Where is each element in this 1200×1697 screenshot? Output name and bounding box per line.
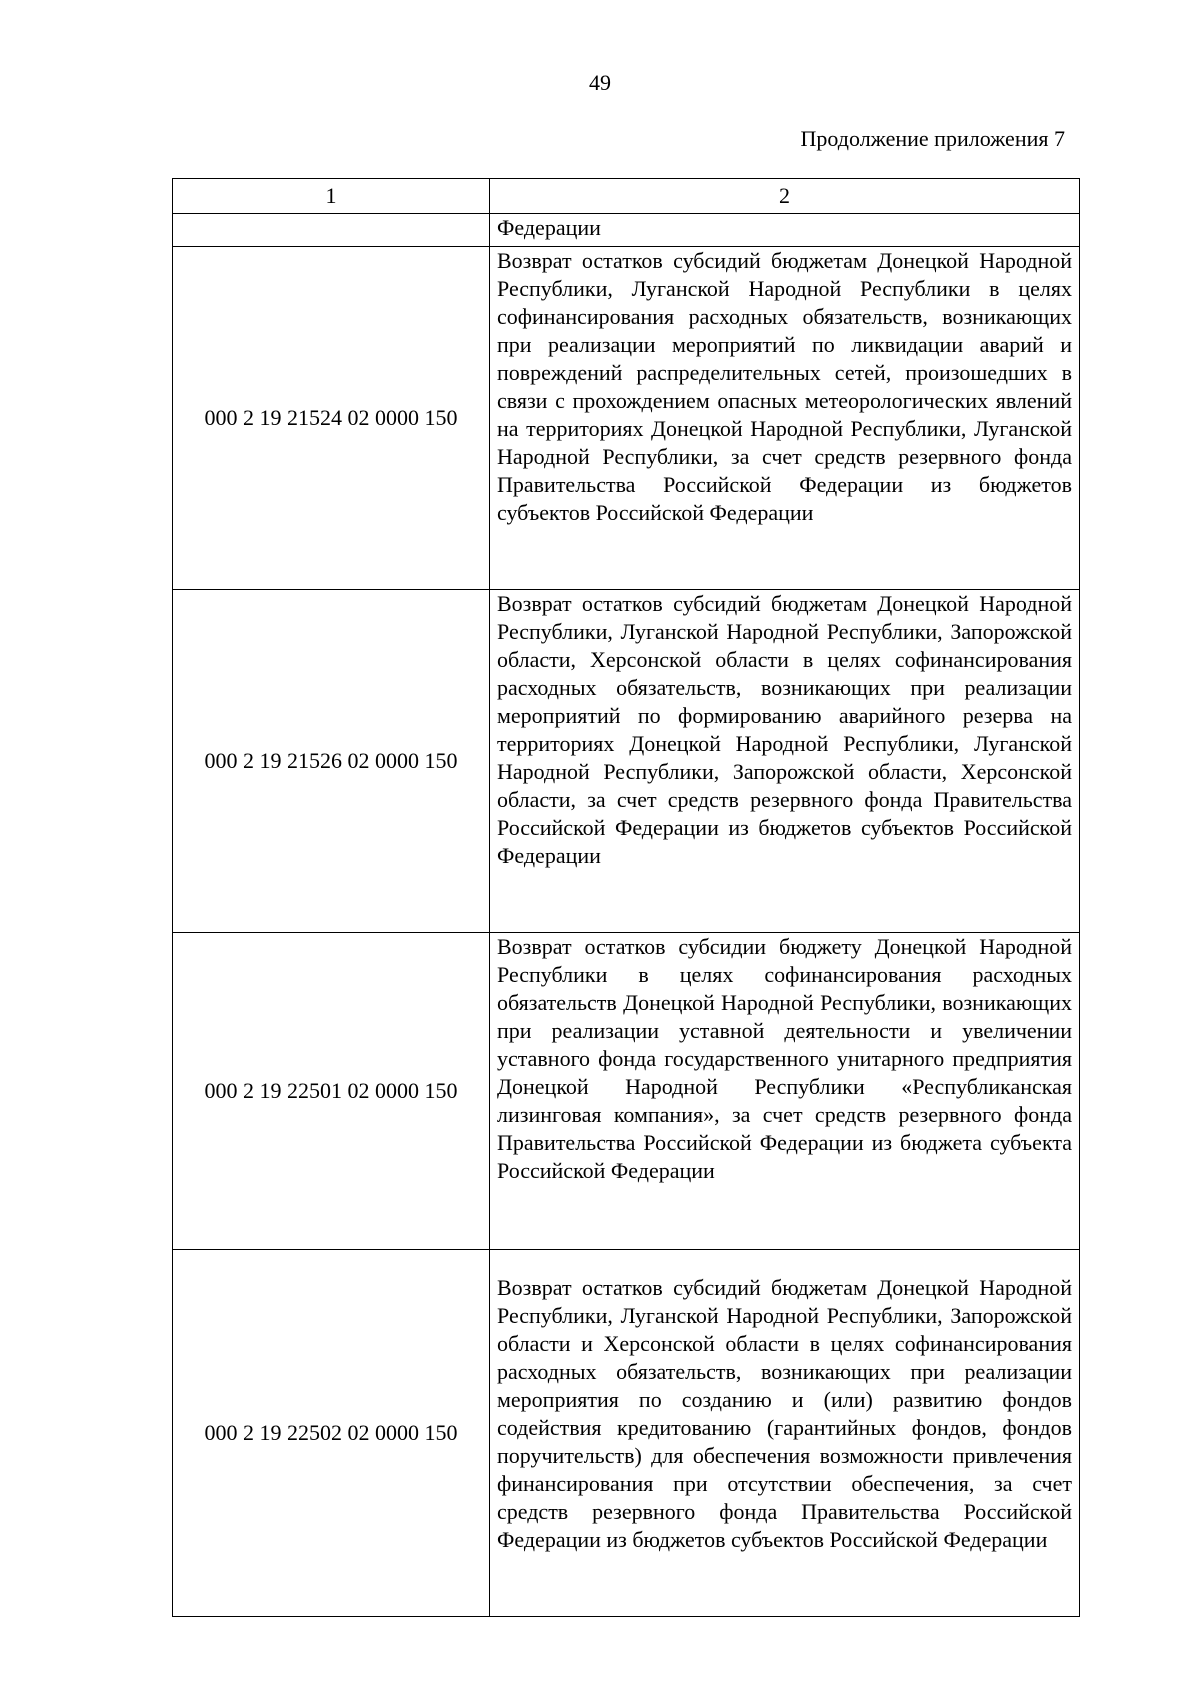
table-row <box>173 247 1080 590</box>
description-cell-continuation: Федерации <box>490 214 1080 247</box>
table-row-continuation <box>173 214 1080 247</box>
codes-table <box>172 178 1080 1617</box>
appendix-continuation-note: Продолжение приложения 7 <box>800 126 1065 151</box>
column-header-1: 1 <box>173 179 490 214</box>
code-cell: 000 2 19 21524 02 0000 150 <box>173 247 490 590</box>
column-header-2: 2 <box>490 179 1080 214</box>
page-number: 49 <box>589 70 611 95</box>
code-cell: 000 2 19 21526 02 0000 150 <box>173 590 490 933</box>
table-header-row <box>173 179 1080 214</box>
description-cell: Возврат остатков субсидий бюджетам Донецкой Народной Республики, Луганской Народной Республики, Запорожской области и Херсонской области в целях софинансирования расходных обязательств, возникающих при реализации мероприятия по созданию и (или) развитию фондов содействия кредитованию (гарантийных фондов, фондов поручительств) для обеспечения возможности привлечения финансирования при отсутствии обеспечения, за счет средств резервного фонда Правительства Российской Федерации из бюджетов субъектов Российской Федерации <box>490 1250 1080 1617</box>
description-cell: Возврат остатков субсидий бюджетам Донецкой Народной Республики, Луганской Народной Республики, Запорожской области, Херсонской области в целях софинансирования расходных обязательств, возникающих при реализации мероприятий по формированию аварийного резерва на территориях Донецкой Народной Республики, Луганской Народной Республики, Запорожской области, Херсонской области, за счет средств резервного фонда Правительства Российской Федерации из бюджетов субъектов Российской Федерации <box>490 590 1080 933</box>
table-row <box>173 1250 1080 1617</box>
table-row <box>173 933 1080 1250</box>
table-row <box>173 590 1080 933</box>
code-cell-empty <box>173 214 490 247</box>
code-cell: 000 2 19 22502 02 0000 150 <box>173 1250 490 1617</box>
code-cell: 000 2 19 22501 02 0000 150 <box>173 933 490 1250</box>
description-cell: Возврат остатков субсидий бюджетам Донецкой Народной Республики, Луганской Народной Республики в целях софинансирования расходных обязательств, возникающих при реализации мероприятий по ликвидации аварий и повреждений распределительных сетей, произошедших в связи с прохождением опасных метеорологических явлений на территориях Донецкой Народной Республики, Луганской Народной Республики, за счет средств резервного фонда Правительства Российской Федерации из бюджетов субъектов Российской Федерации <box>490 247 1080 590</box>
description-cell: Возврат остатков субсидии бюджету Донецкой Народной Республики в целях софинансирования расходных обязательств Донецкой Народной Республики, возникающих при реализации уставной деятельности и увеличении уставного фонда государственного унитарного предприятия Донецкой Народной Республики «Республиканская лизинговая компания», за счет средств резервного фонда Правительства Российской Федерации из бюджета субъекта Российской Федерации <box>490 933 1080 1250</box>
